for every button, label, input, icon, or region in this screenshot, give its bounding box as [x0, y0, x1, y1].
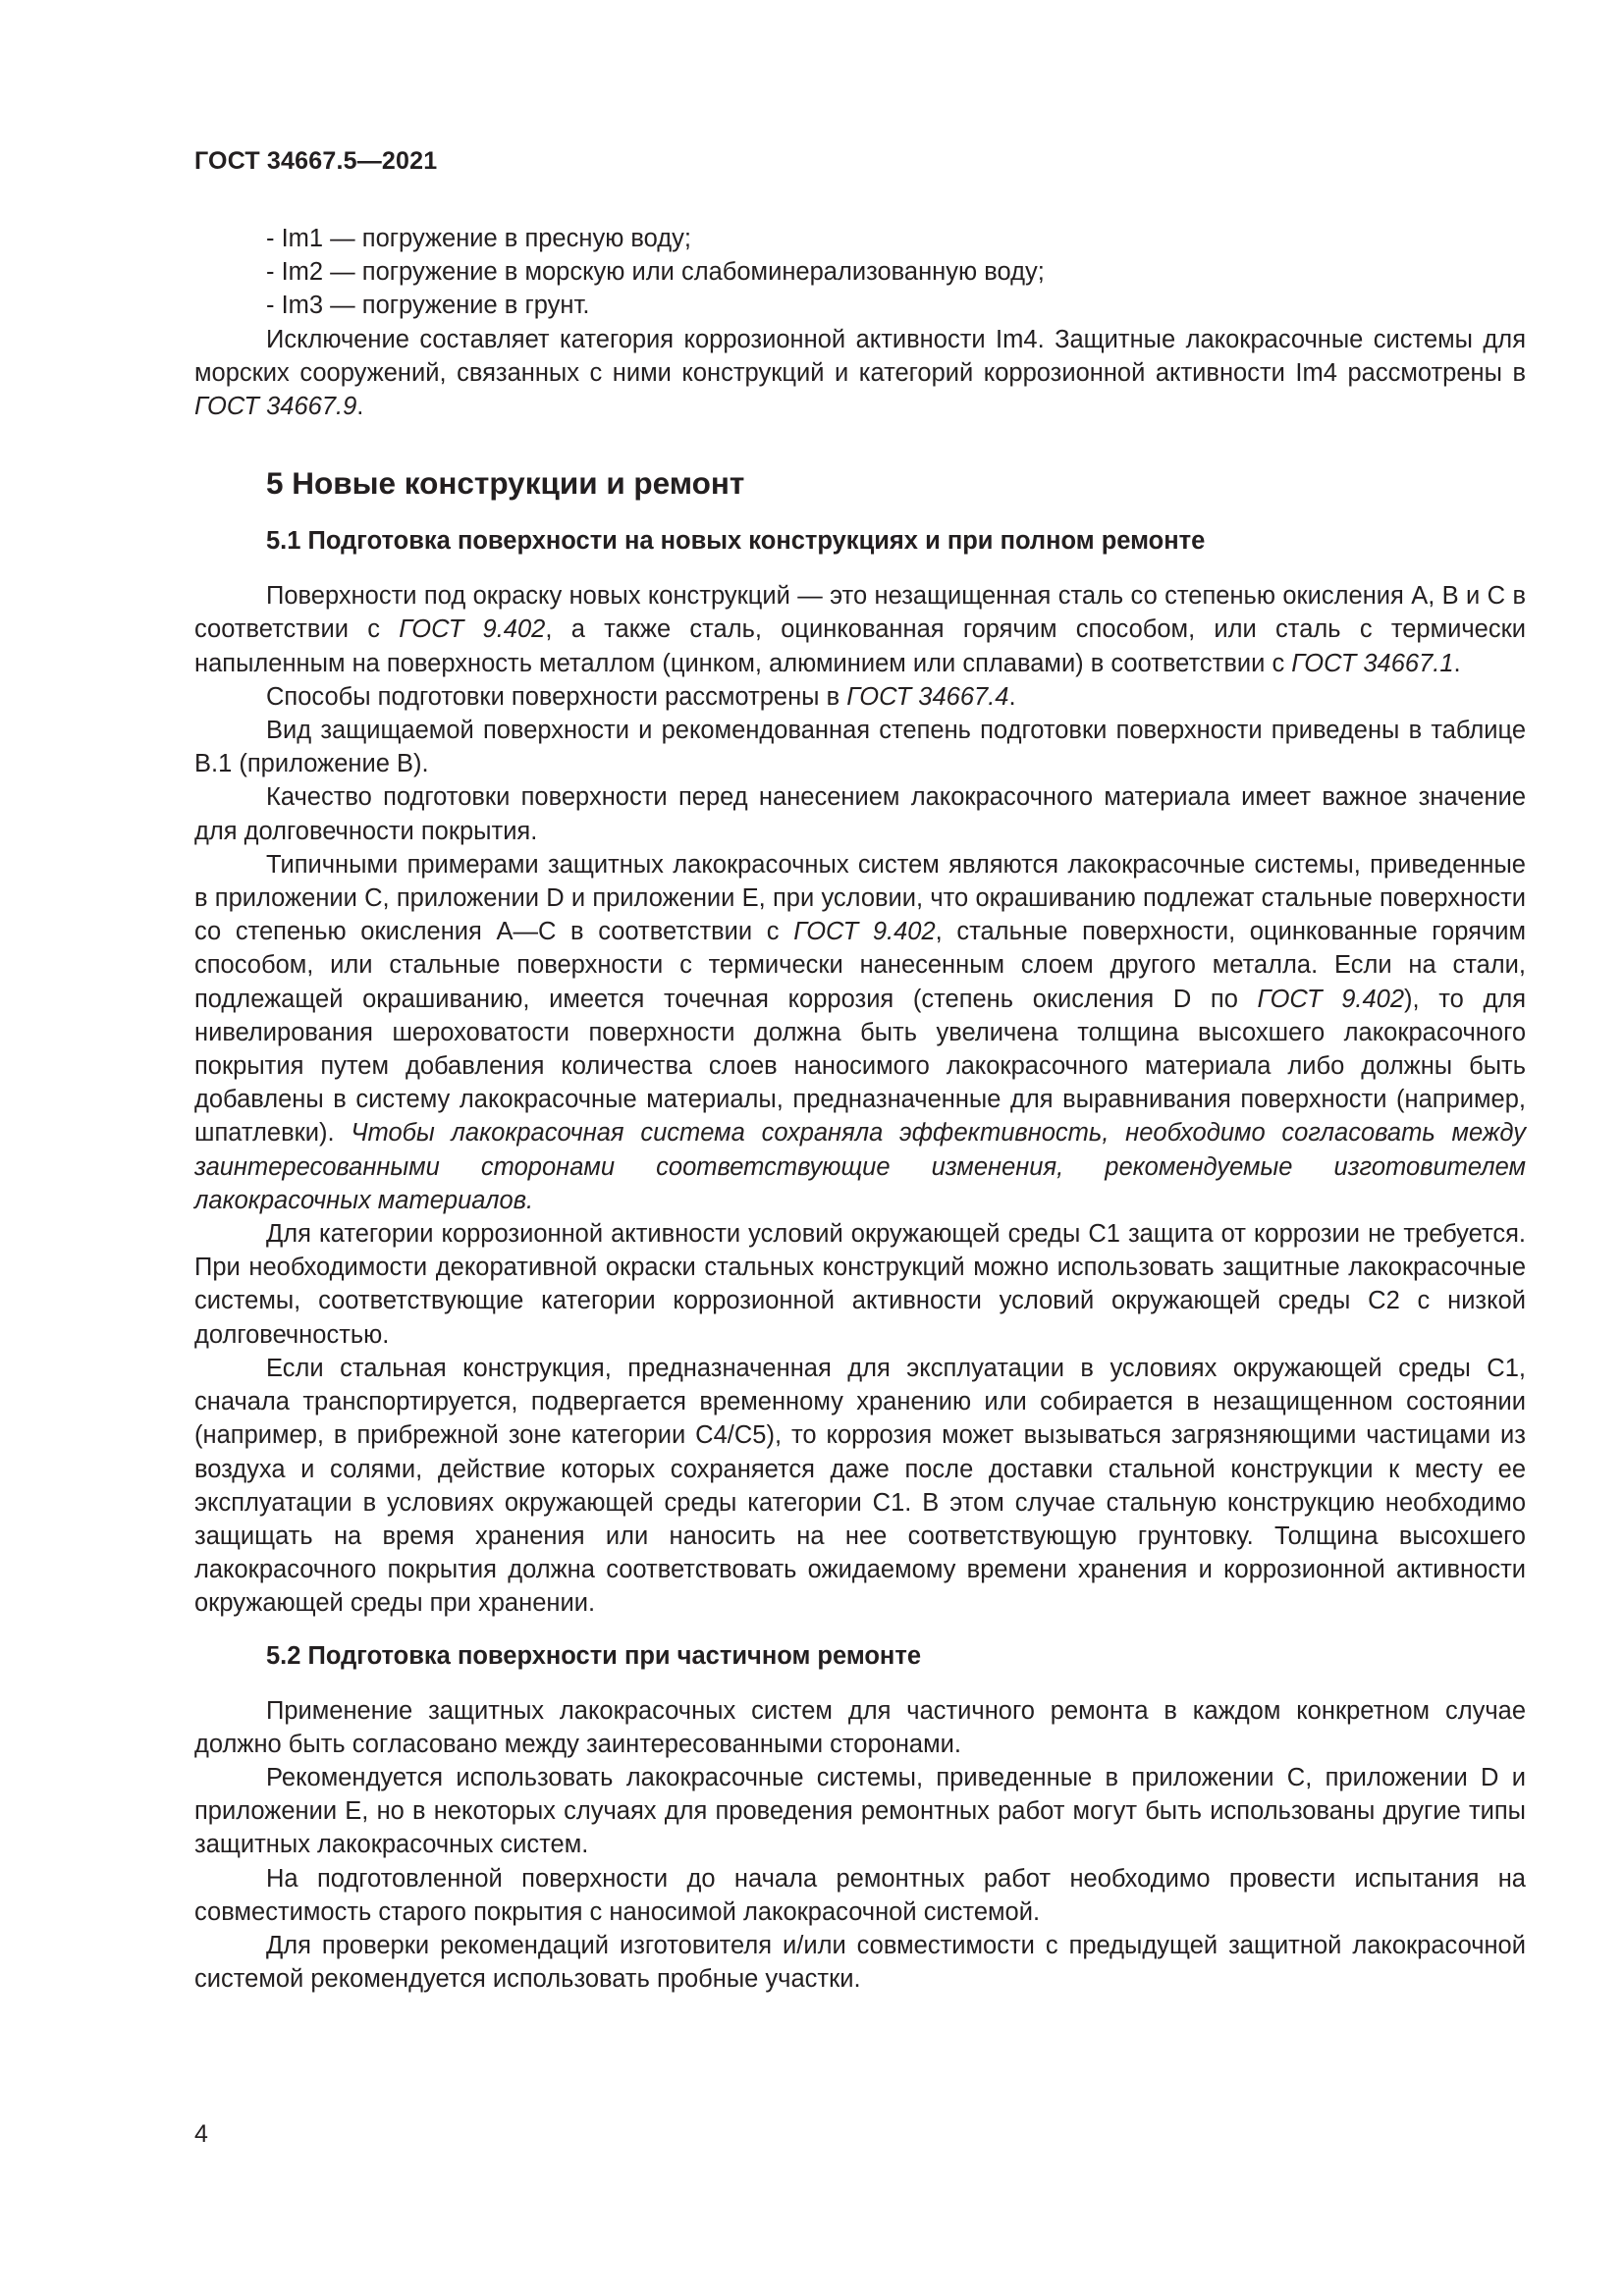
- paragraph: Рекомендуется использовать лакокрасочные системы, приведенные в приложении С, приложении D и приложении Е, но в некоторых случаях для проведения ремонтных работ могут быть использованы другие типы защитных лакокрасочных систем.: [194, 1763, 1526, 1859]
- list-item-im2: - Im2 — погружение в морскую или слабоминерализованную воду;: [266, 258, 1045, 287]
- paragraph: Качество подготовки поверхности перед нанесением лакокрасочного материала имеет важное значение для долговечности покрытия.: [194, 783, 1526, 845]
- paragraph: Если стальная конструкция, предназначенная для эксплуатации в условиях окружающей среды С1, сначала транспортируется, подвергается временному хранению или собирается в незащищенном состоянии (например, в прибрежной зоне категории С4/С5), то коррозия может вызываться загрязняющими частицами из воздуха и солями, действие которых сохраняется даже после доставки стальной конструкции к месту ее эксплуатации в условиях окружающей среды категории С1. В этом случае стальную конструкцию необходимо защищать на время хранения или наносить на нее соответствующую грунтовку. Толщина высохшего лакокрасочного покрытия должна соответствовать ожидаемому времени хранения и коррозионной активности окружающей среды при хранении.: [194, 1354, 1526, 1618]
- standard-reference: ГОСТ 9.402: [399, 615, 546, 644]
- document-header-id: ГОСТ 34667.5—2021: [194, 147, 438, 175]
- standard-reference: ГОСТ 9.402: [793, 918, 936, 946]
- paragraph: Вид защищаемой поверхности и рекомендованная степень подготовки поверхности приведены в таблице В.1 (приложение В).: [194, 717, 1526, 778]
- paragraph-text: Поверхности под окраску новых конструкций — это незащищенная сталь со степенью окисления А, В и С в соответствии с: [194, 582, 1526, 644]
- italic-note: Чтобы лакокрасочная система сохраняла эффективность, необходимо согласовать между заинтересованными сторонами соответствующие изменения, рекомендуемые изготовителем лакокрасочных материалов.: [194, 1119, 1526, 1214]
- paragraph: Для категории коррозионной активности условий окружающей среды С1 защита от коррозии не требуется. При необходимости декоративной окраски стальных конструкций можно использовать защитные лакокрасочные системы, соответствующие категории коррозионной активности условий окружающей среды С2 с низкой долговечностью.: [194, 1220, 1526, 1349]
- standard-reference: ГОСТ 34667.1: [1291, 649, 1454, 677]
- paragraph-text: .: [1453, 649, 1461, 677]
- paragraph-text: , а также сталь, оцинкованная горячим способом, или сталь с термически напыленным на поверхность металлом (цинком, алюминием или сплавами) в соответствии с: [194, 615, 1526, 677]
- standard-reference: ГОСТ 9.402: [1257, 985, 1405, 1013]
- list-item-im1: - Im1 — погружение в пресную воду;: [266, 225, 692, 252]
- paragraph-text: Типичными примерами защитных лакокрасочных систем являются лакокрасочные системы, приведенные в приложении С, приложении D и приложении Е, при условии, что окрашиванию подлежат стальные поверхности со степенью окисления А—С в соответствии с: [194, 850, 1526, 946]
- paragraph: Применение защитных лакокрасочных систем для частичного ремонта в каждом конкретном случае должно быть согласовано между заинтересованными сторонами.: [194, 1696, 1526, 1758]
- paragraph-text: Способы подготовки поверхности рассмотрены в: [266, 682, 847, 711]
- section-title: 5 Новые конструкции и ремонт: [266, 465, 745, 502]
- paragraph: [194, 579, 1526, 680]
- standard-reference: ГОСТ 34667.4: [846, 682, 1009, 711]
- list-item-im3: - Im3 — погружение в грунт.: [266, 292, 590, 320]
- paragraph: [194, 848, 1526, 1217]
- standard-reference: ГОСТ 34667.9: [194, 393, 357, 421]
- paragraph-text: .: [356, 393, 364, 421]
- paragraph-text: ), то для нивелирования шероховатости поверхности должна быть увеличена толщина высохшего лакокрасочного покрытия путем добавления количества слоев наносимого лакокрасочного материала либо должны быть добавлены в систему лакокрасочные материалы, предназначенные для выравнивания поверхности (например, шпатлевки).: [194, 985, 1527, 1148]
- document-page: [194, 0, 1526, 2296]
- paragraph-exception: [194, 323, 1526, 424]
- subsection-title-5-1: 5.1 Подготовка поверхности на новых конструкциях и при полном ремонте: [266, 527, 1206, 556]
- paragraph-text: Исключение составляет категория коррозионной активности Im4. Защитные лакокрасочные системы для морских сооружений, связанных с ними конструкций и категорий коррозионной активности Im4 рассмотрены в: [194, 325, 1526, 387]
- paragraph: Для проверки рекомендаций изготовителя и/или совместимости с предыдущей защитной лакокрасочной системой рекомендуется использовать пробные участки.: [194, 1931, 1526, 1994]
- document-body: [194, 222, 1526, 1996]
- paragraph-text: .: [1008, 682, 1016, 711]
- paragraph: На подготовленной поверхности до начала ремонтных работ необходимо провести испытания на совместимость старого покрытия с наносимой лакокрасочной системой.: [194, 1864, 1526, 1926]
- subsection-title-5-2: 5.2 Подготовка поверхности при частичном ремонте: [266, 1641, 922, 1670]
- paragraph: [194, 680, 1526, 714]
- page-number: 4: [194, 2120, 208, 2148]
- paragraph-text: , стальные поверхности, оцинкованные горячим способом, или стальные поверхности с термически нанесенным слоем другого металла. Если на стали, подлежащей окрашиванию, имеется точечная коррозия (степень окисления D по: [194, 918, 1526, 1013]
